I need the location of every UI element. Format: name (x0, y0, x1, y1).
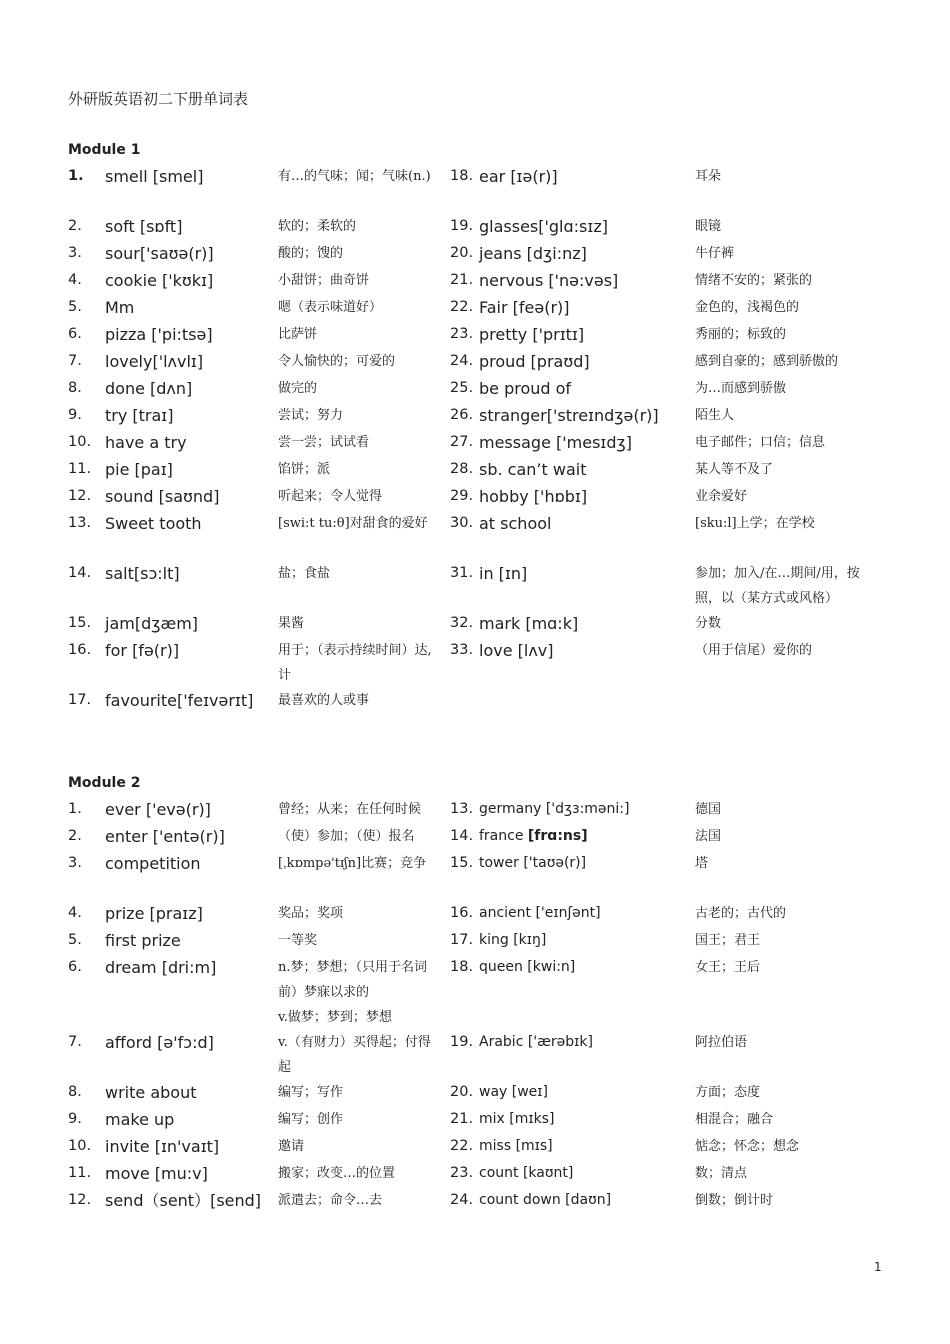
vocab-word: salt[sɔ:lt] (105, 564, 180, 583)
vocab-definition: 牛仔裤 (695, 246, 735, 261)
entry-number: 22. (450, 1138, 474, 1154)
entry-number: 30. (450, 515, 474, 531)
entry-number: 23. (450, 326, 474, 342)
vocab-word: message ['mesɪdʒ] (479, 433, 632, 452)
vocab-row (0, 1161, 950, 1188)
entry-number: 7. (68, 353, 82, 369)
entry-number: 32. (450, 615, 474, 631)
vocab-definition: [sku:l]上学；在学校 (695, 516, 815, 531)
vocab-word: have a try (105, 433, 187, 452)
vocab-word: germany ['dʒɜ:məni:] (479, 801, 630, 817)
entry-number: 2. (68, 218, 82, 234)
vocab-row (0, 1107, 950, 1134)
entry-number: 20. (450, 245, 474, 261)
entry-number: 19. (450, 218, 474, 234)
entry-number: 1. (68, 801, 82, 817)
vocab-definition: 数；清点 (695, 1166, 748, 1181)
vocab-word: favourite['feɪvərɪt] (105, 691, 254, 710)
entry-number: 29. (450, 488, 474, 504)
vocab-row (0, 241, 950, 268)
entry-number: 10. (68, 434, 92, 450)
vocab-row (0, 164, 950, 214)
entry-number: 11. (68, 461, 92, 477)
vocab-definition: 电子邮件；口信；信息 (695, 435, 826, 450)
entry-number: 5. (68, 299, 82, 315)
vocab-definition: 尝试；努力 (278, 408, 344, 423)
vocab-word: miss [mɪs] (479, 1138, 553, 1154)
module-heading-1: Module 1 (68, 142, 141, 158)
vocab-word: sb. can’t wait (479, 460, 587, 479)
vocab-definition: 情绪不安的；紧张的 (695, 273, 813, 288)
vocab-definition: 阿拉伯语 (695, 1035, 748, 1050)
vocab-word: first prize (105, 931, 181, 950)
vocab-word: proud [praʊd] (479, 352, 590, 371)
entry-number: 21. (450, 1111, 474, 1127)
entry-number: 13. (68, 515, 92, 531)
entry-number: 4. (68, 272, 82, 288)
vocab-definition: 某人等不及了 (695, 462, 774, 477)
entry-number: 19. (450, 1034, 474, 1050)
vocab-row (0, 955, 950, 1030)
entry-number: 16. (68, 642, 92, 658)
vocab-definition: 编写；写作 (278, 1085, 344, 1100)
vocab-word: dream [dri:m] (105, 958, 217, 977)
vocab-word: Fair [feə(r)] (479, 298, 570, 317)
entry-number: 8. (68, 380, 82, 396)
vocab-word: sour['saʊə(r)] (105, 244, 214, 263)
entry-number: 4. (68, 905, 82, 921)
vocab-row (0, 561, 950, 611)
page-title: 外研版英语初二下册单词表 (68, 90, 249, 108)
entry-number: 2. (68, 828, 82, 844)
vocab-word: lovely['lʌvlɪ] (105, 352, 204, 371)
vocab-word: try [traɪ] (105, 406, 174, 425)
vocab-row (0, 430, 950, 457)
entry-number: 3. (68, 245, 82, 261)
vocab-word: at school (479, 514, 552, 533)
vocab-word: prize [praɪz] (105, 904, 203, 923)
entry-number: 20. (450, 1084, 474, 1100)
vocab-definition: 比萨饼 (278, 327, 318, 342)
vocab-definition: 分数 (695, 616, 722, 631)
page-number: 1 (874, 1260, 882, 1274)
entry-number: 11. (68, 1165, 92, 1181)
vocab-word: count down [daʊn] (479, 1192, 612, 1208)
vocab-word: ancient ['eɪnʃənt] (479, 905, 601, 921)
vocab-definition: 陌生人 (695, 408, 735, 423)
vocab-word: Sweet tooth (105, 514, 202, 533)
entry-number: 12. (68, 488, 92, 504)
vocab-definition: 眼镜 (695, 219, 722, 234)
entry-number: 17. (450, 932, 474, 948)
vocab-definition: 业余爱好 (695, 489, 748, 504)
vocab-word: way [weɪ] (479, 1084, 548, 1100)
vocab-word: for [fə(r)] (105, 641, 180, 660)
vocab-word: mix [mɪks] (479, 1111, 555, 1127)
vocab-definition: 感到自豪的；感到骄傲的 (695, 354, 839, 369)
entry-number: 15. (450, 855, 474, 871)
vocab-row (0, 349, 950, 376)
entry-number: 9. (68, 407, 82, 423)
vocab-definition: [swi:t tu:θ]对甜食的爱好 (278, 516, 428, 531)
vocab-word: be proud of (479, 379, 572, 398)
vocab-row (0, 1188, 950, 1215)
vocab-word: queen [kwi:n] (479, 959, 576, 975)
vocab-definition: （使）参加；（使）报名 (278, 829, 415, 844)
entry-number: 24. (450, 353, 474, 369)
vocab-definition: 小甜饼；曲奇饼 (278, 273, 370, 288)
vocab-word: glasses['glɑ:sɪz] (479, 217, 608, 236)
entry-number: 10. (68, 1138, 92, 1154)
vocab-row (0, 511, 950, 561)
vocab-word: king [kɪŋ] (479, 932, 547, 948)
vocab-word: count [kaʊnt] (479, 1165, 574, 1181)
vocab-word: ear [ɪə(r)] (479, 167, 558, 186)
vocab-word: sound [saʊnd] (105, 487, 220, 506)
vocab-definition: 一等奖 (278, 933, 318, 948)
vocab-word: france [frɑ:ns] (479, 828, 588, 844)
vocab-word: send（sent）[send] (105, 1191, 262, 1210)
entry-number: 17. (68, 692, 92, 708)
entry-number: 27. (450, 434, 474, 450)
vocab-definition: 邀请 (278, 1139, 305, 1154)
entry-number: 12. (68, 1192, 92, 1208)
vocab-word: tower ['taʊə(r)] (479, 855, 587, 871)
entry-number: 8. (68, 1084, 82, 1100)
vocab-definition: 酸的；馊的 (278, 246, 344, 261)
entry-number: 18. (450, 959, 474, 975)
vocab-definition: 国王；君王 (695, 933, 761, 948)
entry-number: 18. (450, 168, 474, 184)
vocab-definition: （用于信尾）爱你的 (695, 643, 813, 658)
entry-number: 22. (450, 299, 474, 315)
vocab-definition: 搬家；改变…的位置 (278, 1166, 396, 1181)
vocab-word: invite [ɪn'vaɪt] (105, 1137, 220, 1156)
vocab-word: love [lʌv] (479, 641, 554, 660)
vocab-definition: 最喜欢的人或事 (278, 693, 370, 708)
vocab-word: afford [ə'fɔ:d] (105, 1033, 214, 1052)
vocab-word: smell [smel] (105, 167, 204, 186)
vocab-row (0, 1030, 950, 1080)
vocab-row (0, 824, 950, 851)
vocab-word: make up (105, 1110, 175, 1129)
vocab-definition: 塔 (695, 856, 709, 871)
vocab-word: pie [paɪ] (105, 460, 173, 479)
vocab-definition: 法国 (695, 829, 722, 844)
vocab-word: jam[dʒæm] (105, 614, 199, 633)
vocab-row (0, 484, 950, 511)
vocab-row (0, 214, 950, 241)
entry-number: 14. (68, 565, 92, 581)
vocab-definition: 有…的气味；闻；气味(n.) (278, 169, 431, 184)
vocab-row (0, 268, 950, 295)
entry-number: 21. (450, 272, 474, 288)
vocab-word: Mm (105, 298, 135, 317)
vocab-row (0, 638, 950, 688)
vocab-row (0, 322, 950, 349)
entry-number: 23. (450, 1165, 474, 1181)
entry-number: 31. (450, 565, 474, 581)
vocab-definition: 为…而感到骄傲 (695, 381, 787, 396)
vocab-word: ever ['evə(r)] (105, 800, 211, 819)
vocab-row (0, 611, 950, 638)
entry-number: 6. (68, 959, 82, 975)
vocab-row (0, 457, 950, 484)
vocab-definition: 嗯（表示味道好） (278, 300, 383, 315)
vocab-definition: 盐；食盐 (278, 566, 331, 581)
vocab-definition: 派遣去；命令…去 (278, 1193, 383, 1208)
entry-number: 1. (68, 168, 84, 184)
vocab-definition: 方面；态度 (695, 1085, 761, 1100)
entry-number: 26. (450, 407, 474, 423)
vocab-word: write about (105, 1083, 197, 1102)
vocab-word: pretty ['prɪtɪ] (479, 325, 585, 344)
vocab-word: pizza ['pi:tsə] (105, 325, 213, 344)
vocab-definition: 参加；加入/在…期间/用，按照，以（某方式或风格） (695, 566, 860, 606)
vocab-definition: 用于；（表示持续时间）达,计 (278, 643, 432, 683)
vocab-definition: 女王；王后 (695, 960, 761, 975)
entry-number: 28. (450, 461, 474, 477)
vocab-definition: 尝一尝；试试看 (278, 435, 370, 450)
vocab-word: in [ɪn] (479, 564, 528, 583)
vocab-word: nervous ['nə:vəs] (479, 271, 619, 290)
entry-number: 33. (450, 642, 474, 658)
entry-number: 25. (450, 380, 474, 396)
vocab-definition: 编写；创作 (278, 1112, 344, 1127)
vocab-row (0, 1080, 950, 1107)
entry-number: 24. (450, 1192, 474, 1208)
vocab-row (0, 403, 950, 430)
vocab-definition-line: v.做梦；梦到；梦想 (278, 1010, 392, 1025)
module-1-table (0, 164, 950, 738)
vocab-word: competition (105, 854, 201, 873)
vocab-word: Arabic ['ærəbɪk] (479, 1034, 593, 1050)
vocab-definition: 馅饼；派 (278, 462, 331, 477)
vocab-definition: v.（有财力）买得起；付得起 (278, 1035, 431, 1075)
vocab-definition: 果酱 (278, 616, 305, 631)
module-2-table (0, 797, 950, 1215)
vocab-word: stranger['streɪndʒə(r)] (479, 406, 659, 425)
vocab-definition: 做完的 (278, 381, 318, 396)
vocab-definition: 秀丽的；标致的 (695, 327, 787, 342)
vocab-row (0, 901, 950, 928)
vocab-definition: 曾经；从来；在任何时候 (278, 802, 422, 817)
entry-number: 14. (450, 828, 474, 844)
vocab-definition: 相混合；融合 (695, 1112, 774, 1127)
vocab-word: cookie ['kʊkɪ] (105, 271, 214, 290)
vocab-row (0, 928, 950, 955)
vocab-definition: 金色的，浅褐色的 (695, 300, 800, 315)
entry-number: 15. (68, 615, 92, 631)
vocab-definition: 软的；柔软的 (278, 219, 357, 234)
entry-number: 6. (68, 326, 82, 342)
vocab-definition: 德国 (695, 802, 722, 817)
entry-number: 5. (68, 932, 82, 948)
vocab-definition: 听起来；令人觉得 (278, 489, 383, 504)
vocab-definition: 奖品；奖项 (278, 906, 344, 921)
vocab-definition: 古老的；古代的 (695, 906, 787, 921)
entry-number: 9. (68, 1111, 82, 1127)
entry-number: 16. (450, 905, 474, 921)
vocab-definition: n.梦；梦想；（只用于名词前）梦寐以求的 v.做梦；梦到；梦想 (278, 960, 428, 1025)
vocab-word: jeans [dʒi:nz] (479, 244, 587, 263)
vocab-row (0, 1134, 950, 1161)
vocab-row (0, 851, 950, 901)
vocab-word: soft [sɒft] (105, 217, 183, 236)
entry-number: 3. (68, 855, 82, 871)
vocab-word: hobby ['hɒbɪ] (479, 487, 588, 506)
module-heading-2: Module 2 (68, 775, 141, 791)
vocab-definition: [ˌkɒmpə'tɪʃn]比赛；竞争 (278, 856, 427, 871)
vocab-word: move [mu:v] (105, 1164, 208, 1183)
vocab-row (0, 376, 950, 403)
vocab-word: done [dʌn] (105, 379, 193, 398)
entry-number: 7. (68, 1034, 82, 1050)
vocab-row (0, 295, 950, 322)
vocab-word: mark [mɑ:k] (479, 614, 579, 633)
vocab-phonetic: [frɑ:ns] (527, 828, 588, 844)
vocab-definition: 令人愉快的；可爱的 (278, 354, 396, 369)
vocab-definition: 倒数；倒计时 (695, 1193, 774, 1208)
vocab-row (0, 797, 950, 824)
vocab-row (0, 688, 950, 738)
vocab-word: enter ['entə(r)] (105, 827, 225, 846)
entry-number: 13. (450, 801, 474, 817)
vocab-definition: 惦念；怀念；想念 (695, 1139, 800, 1154)
vocab-definition: 耳朵 (695, 169, 722, 184)
